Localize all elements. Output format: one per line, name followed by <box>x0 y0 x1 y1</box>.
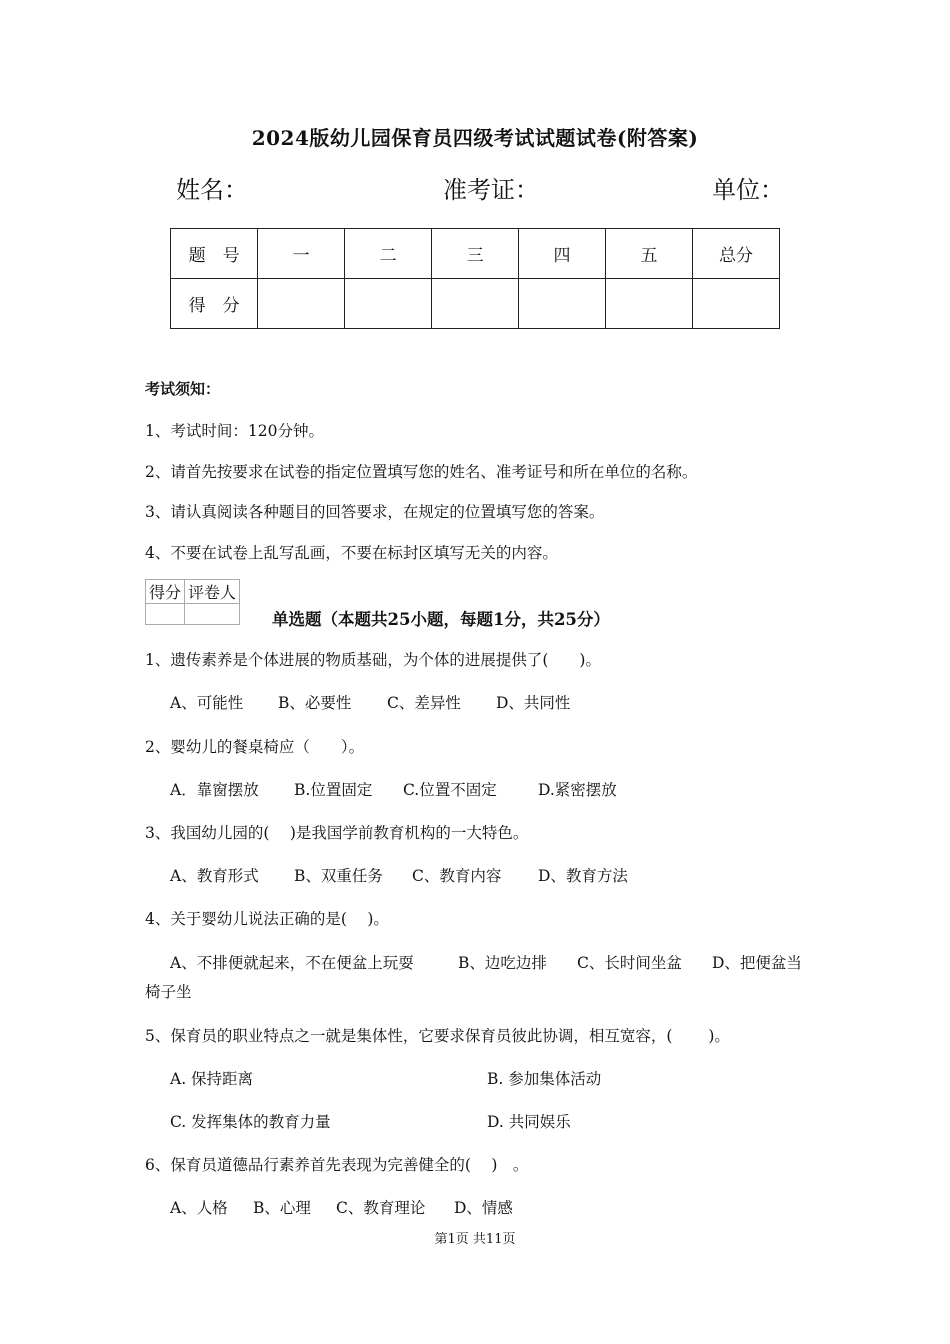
option: A．靠窗摆放 <box>170 781 259 799</box>
option: D、情感 <box>454 1199 513 1217</box>
option: B、必要性 <box>278 694 352 712</box>
option: A、不排便就起来，不在便盆上玩耍 <box>170 954 414 972</box>
score-table-header-row <box>171 229 780 279</box>
score-cell[interactable] <box>345 279 432 329</box>
grader-score-label: 得分 <box>146 580 185 604</box>
name-field-label: 姓名： <box>176 176 248 204</box>
notice-item: 4、不要在试卷上乱写乱画，不要在标封区填写无关的内容。 <box>145 544 558 562</box>
option: A. 保持距离 <box>170 1070 254 1088</box>
question-stem: 5、保育员的职业特点之一就是集体性，它要求保育员彼此协调，相互宽容，( )。 <box>145 1027 730 1045</box>
notice-item: 3、请认真阅读各种题目的回答要求，在规定的位置填写您的答案。 <box>145 503 605 521</box>
score-cell[interactable] <box>432 279 519 329</box>
score-header-cell: 三 <box>432 229 519 279</box>
grader-name-label: 评卷人 <box>185 580 240 604</box>
option: D.紧密摆放 <box>538 781 617 799</box>
notice-item: 1、考试时间：120分钟。 <box>145 422 324 440</box>
score-header-cell: 题 号 <box>171 229 258 279</box>
question-stem: 2、婴幼儿的餐桌椅应（ ）。 <box>145 738 365 756</box>
notice-item: 2、请首先按要求在试卷的指定位置填写您的姓名、准考证号和所在单位的名称。 <box>145 463 698 481</box>
option: C、长时间坐盆 <box>577 954 682 972</box>
option: B.位置固定 <box>294 781 373 799</box>
option: A、教育形式 <box>170 867 259 885</box>
score-cell[interactable] <box>258 279 345 329</box>
option: C、教育理论 <box>336 1199 426 1217</box>
option: C、教育内容 <box>412 867 502 885</box>
option: A、可能性 <box>170 694 244 712</box>
page-footer: 第1页 共11页 <box>434 1232 516 1247</box>
exam-id-field-label: 准考证： <box>443 176 539 204</box>
grader-box <box>145 579 240 625</box>
option: A、人格 <box>170 1199 228 1217</box>
option: C、差异性 <box>387 694 461 712</box>
score-header-cell: 总分 <box>692 229 779 279</box>
option: B、边吃边排 <box>458 954 547 972</box>
option: C. 发挥集体的教育力量 <box>170 1113 331 1131</box>
score-table-score-row <box>171 279 780 329</box>
option: D、把便盆当 <box>712 954 802 972</box>
page-title: 2024版幼儿园保育员四级考试试题试卷(附答案) <box>251 126 699 150</box>
option-wrap: 椅子坐 <box>145 983 192 1001</box>
grader-score-cell[interactable] <box>146 604 185 625</box>
notice-heading: 考试须知： <box>145 380 221 398</box>
section-title: 单选题（本题共25小题，每题1分，共25分） <box>272 610 610 629</box>
score-header-cell: 二 <box>345 229 432 279</box>
score-row-label: 得 分 <box>171 279 258 329</box>
score-header-cell: 四 <box>519 229 606 279</box>
question-stem: 6、保育员道德品行素养首先表现为完善健全的( ) 。 <box>145 1156 529 1174</box>
question-stem: 1、遗传素养是个体进展的物质基础，为个体的进展提供了( )。 <box>145 651 601 669</box>
unit-field-label: 单位： <box>712 176 784 204</box>
option: D、教育方法 <box>538 867 628 885</box>
option: D、共同性 <box>496 694 571 712</box>
score-table <box>170 228 780 329</box>
score-header-cell: 一 <box>258 229 345 279</box>
score-cell[interactable] <box>606 279 693 329</box>
option: D. 共同娱乐 <box>487 1113 571 1131</box>
question-stem: 4、关于婴幼儿说法正确的是( )。 <box>145 910 389 928</box>
score-header-cell: 五 <box>606 229 693 279</box>
grader-name-cell[interactable] <box>185 604 240 625</box>
score-cell[interactable] <box>692 279 779 329</box>
score-cell[interactable] <box>519 279 606 329</box>
option: C.位置不固定 <box>403 781 497 799</box>
question-stem: 3、我国幼儿园的( )是我国学前教育机构的一大特色。 <box>145 824 529 842</box>
option: B. 参加集体活动 <box>487 1070 602 1088</box>
option: B、双重任务 <box>294 867 383 885</box>
option: B、心理 <box>253 1199 311 1217</box>
